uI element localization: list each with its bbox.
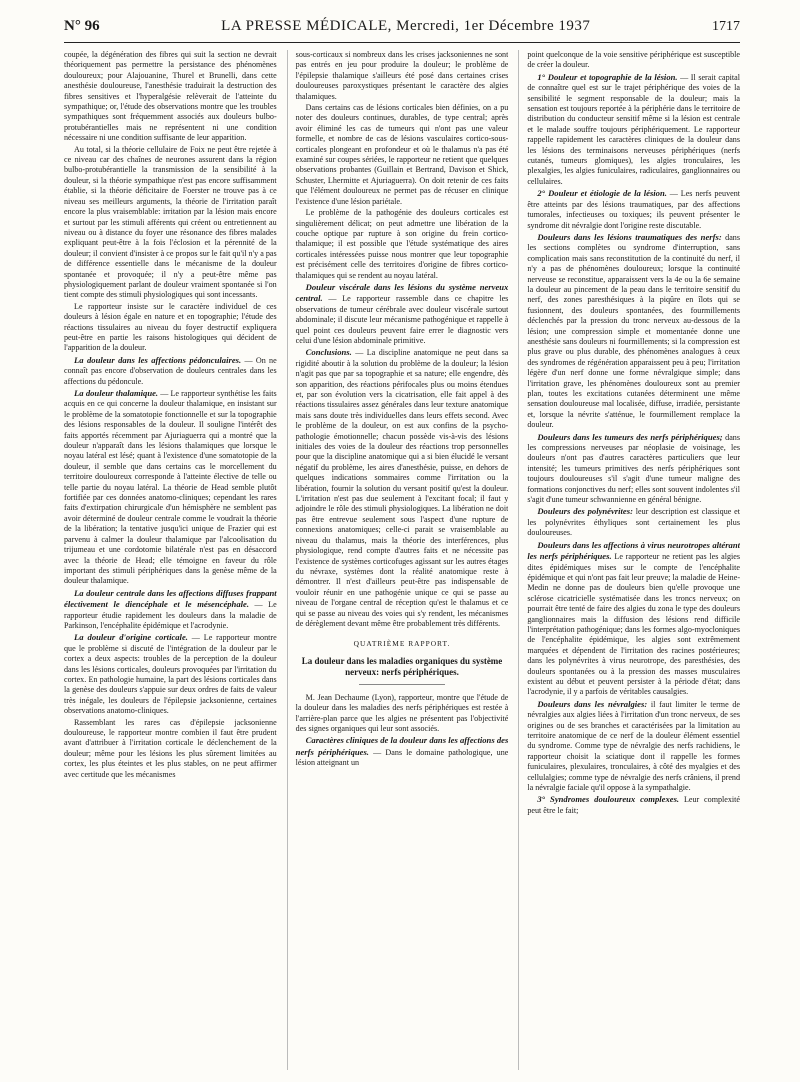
- paragraph: Le problème de la pathogénie des douleurs corticales est singulièrement délicat; on peut admettre une libération de la couche optique par rupture à son origine du frein cortico-thalamique; il est possible que l'étude systématique des aires corticales intéressées puisse nous montrer que leur topographie est précisément celle des territoires d'origine de fibres cortico-thalamiques qui se rendent au noyau latéral.: [295, 208, 509, 280]
- paragraph-text: — Le rapporteur étudie rapidement les douleurs dans la maladie de Parkinson, l'encéphalite épidémique et l'acrodynie.: [64, 600, 277, 630]
- paragraph-text: Le rapporteur ne retient pas les algies dites épidémiques mises sur le compte de l'encéphalite épidémique et qui n'ont pas fait leur preuve; la maladie de Heine-Medin ne donne pas de douleurs bien qu'elle provoque une sclérose cicatricielle systématisée dans les troncs nerveux; on pourrait être tenté de faire des algies du zona le type des douleurs ganglionnaires mais la diffusion des lésions rend difficile l'interprétation pathogénique; dans les formes algo-myocloniques de l'encéphalite épidémique, les algies sont extrêmement marquées et dépendent de l'irritation des racines postérieures; dans les polynévrites à virus neurotrope, des paresthésies, des douleurs spontanées ou à la pression des masses musculaires existent au début et peuvent persister à la période d'état; dans l'acrodynie, il y a parfois de véritables causalgies.: [527, 552, 741, 697]
- paragraph-text: — Les nerfs peuvent être atteints par des lésions traumatiques, par des affections tumorales, infectieuses ou toxiques; ils peuvent présenter le syndrome dit névralgie dont l'origine reste discutable.: [527, 189, 741, 230]
- paragraph-text: — Il serait capital de connaître quel est sur le trajet périphérique des voies de la sensibilité le segment responsable de la douleur; mais la sensation est toujours reportée à la périphérie dans le territoire de distribution du conducteur sensitif même si la lésion est centrale et le malade souffre toujours périphériquement. Le rapporteur rappelle rapidement les caractères cliniques de la douleur dans les lésions des terminaisons nerveuses périphériques (nerfs cutanés, tumeurs glomiques), les algies tronculaires, les plexalgies, les algies funiculaires, radiculaires, ganglionnaires ou cellulaires.: [527, 72, 741, 186]
- section-heading: La douleur dans les affections pédonculaires.: [74, 354, 242, 365]
- issue-date: Mercredi, 1er Décembre 1937: [396, 18, 591, 34]
- issue-number: N° 96: [64, 18, 100, 34]
- paragraph-text: — Le rapporteur rassemble dans ce chapitre les observations de tumeur cérébrale avec douleur viscérale surtout abdominale; il discute leur mécanisme pathogénique et rappelle à quel point ces douleurs peuvent faire errer le diagnostic vers celui d'une lésion abdominale primitive.: [295, 294, 509, 345]
- section-heading: Caractères cliniques de la douleur dans les affections des nerfs périphériques.: [295, 735, 509, 757]
- page-number: 1717: [711, 19, 740, 34]
- section-heading: Douleurs des polynévrites:: [537, 506, 633, 517]
- paragraph-text: — Le rapporteur montre que le problème si discuté de l'intégration de la douleur par le cortex a deux aspects: troubles de la perception de la douleur dans les lésions corticales, douleurs provoquées par l'irritation du cortex. En pathologie humaine, la part des lésions corticales dans la genèse des douleurs s'appuie sur deux ordres de faits de valeur très inégale, les douleurs de l'épilepsie jacksonienne, certaines observations anatomo-cliniques.: [64, 633, 277, 716]
- paragraph-text: — On ne connaît pas encore d'observation de douleurs centrales dans les affections du pédoncule.: [64, 355, 277, 386]
- paragraph-text: — La discipline anatomique ne peut dans sa rigidité aboutir à la solution du problème de la douleur; la lésion n'agit pas que par sa topographie et sa nature; elle engendre, dès son apparition, des réactions périfocales plus ou moins étendues et, par son évolution vers la cicatrisation, elle fait appel à des réactions tissulaires assez générales dans leur texture anatomique mais sans doute très individuelles dans leurs effets second. Avec le problème de la douleur, on est aux confins de la psycho-pathologie émotionnelle; chacun possède vis-à-vis des lésions initiales des voies de la douleur des réactions trop personnelles pour que la discipline anatomique qui a si bien élucidé le versant négatif du problème, les aires d'anesthésie, puisse, en dehors de quelques indications sommaires comme l'irritation ou la libération, fournir la solution du versant positif qu'est la douleur. L'irritation n'est pas due seulement à l'excitant focal; il faut y adjoindre le rôle des stimuli physiologiques. La libération ne doit pas être entrevue seulement sous l'aspect d'une rupture de connexions anatomiques; celle-ci parait se vraisemblable au niveau du thalamus, mais la théorie des interférences, plus physiologique, rend compte d'autres faits et ne nécessite pas l'existence de systèmes corticofuges agissant sur les autres étages du névraxe, systèmes dont la réalité anatomique reste à démontrer. Il n'est d'ailleurs peut-être pas indispensable de vouloir réunir en une pathogénie unique ce qui se passe au niveau de l'organe central de réception qu'est le thalamus et ce qui se passe au niveau des voies qui s'y rendent, les mécanismes de dérèglement devant même être probablement très différents.: [295, 348, 509, 628]
- section-heading: 2° Douleur et étiologie de la lésion.: [537, 188, 667, 199]
- paragraph: M. Jean Dechaume (Lyon), rapporteur, montre que l'étude de la douleur dans les maladies des nerfs périphériques est restée à l'arrière-plan parce que les algies ne présentent pas l'objectivité des signes organiques qui leur sont associés.: [295, 692, 509, 733]
- section-heading: Douleurs dans les névralgies:: [537, 698, 648, 709]
- report-label: QUATRIÈME RAPPORT.: [353, 639, 451, 649]
- report-heading: [296, 639, 509, 677]
- section-heading: La douleur d'origine corticale.: [74, 632, 188, 643]
- section-heading: 3° Syndromes douloureux complexes.: [537, 794, 680, 805]
- journal-title: [221, 18, 590, 35]
- page-header: [64, 18, 740, 43]
- section-heading: 1° Douleur et topographie de la lésion.: [537, 71, 678, 82]
- paragraph-text: il faut limiter le terme de névralgies aux algies liées à l'irritation d'un tronc nerveux, de ses origines ou de ses branches et caractérisées par la limitation au territoire anatomique de ce nerf de la douleur élément essentiel du syndrome. Comme type de névralgie des nerfs rachidiens, le rapporteur choisit la sciatique dont il rappelle les formes funiculaires, plexulaires, tronculaires, à côté des myalgies et des cellulalgies; comme type de névralgie des nerfs crâniens, il prend la névralgie faciale qu'il oppose à la sympathalgie.: [527, 699, 741, 793]
- report-title: La douleur dans les maladies organiques du système nerveux: nerfs périphériques.: [301, 655, 503, 677]
- column-2: [287, 50, 509, 1070]
- paragraph: Le rapporteur insiste sur le caractère individuel de ces douleurs à lésion égale en nature et en topographie; l'étude des réactions tissulaires au niveau du foyer destructif expliquera peut-être en partie les raisons histologiques qui décident de l'apparition de la douleur.: [64, 301, 277, 353]
- paragraph: Au total, si la théorie cellulaire de Foix ne peut être rejetée à ce niveau car des chaînes de neurones assurent dans la région bulbo-protubérantielle la transmission de la sensibilité à la douleur, si la théorie sympathique n'est pas encore suffisamment établie, si la théorie déficitaire de Foerster ne trouve pas à ce niveau ses meilleurs arguments, la théorie de l'irritation paraît encore la plus vraisemblable: irritation par la lésion mais encore et surtout par les stimuli afférents qui créent ou entretiennent au niveau ou à distance du foyer une résonance des fibres malades expliquant peut-être à la fois l'éclosion et la pérennité de la douleur; il convient d'insister à ce propos sur le fait qu'il n'y a pas de différence essentielle dans le mécanisme de la douleur spontanée et provoquée; il n'y a peut-être même pas physiologiquement parlant de douleur vraiment spontanée si l'on tient compte des stimuli physiologiques qui sont incessants.: [64, 144, 277, 300]
- paragraph-text: dans les sections complètes ou syndrome d'interruption, sans complication mais sans reconstitution de la continuité du nerf, il n'y a pas de phénomènes douloureux; lorsque la continuité nerveuse se reconstitue, apparaissent vers la 4e ou la 6e semaine la douleur au pincement de la peau dans le territoire sensitif du nerf, des zones paresthésiques à la piqûre en îlots qui se fusionnent, des douleurs spontanées, des fourmillements déclenchés par la pression du tronc nerveux au-dessous de la lésion; une compression simple et momentanée donne une anesthésie sans douleurs ni fourmillements; si la compression est plus grave ou plus durable, des phénomènes analogues à ceux des syndromes de régénération apparaissent peu à peu; l'irritation légère d'un nerf donne une forme névralgique simple; dans l'irritation grave, les phénomènes douloureux sont au premier plan, toutes les excitations cutanées déterminent une même sensation douloureuse mal localisée, diffuse, irradiée, persistante et, lorsque la névrite s'atténue, le fourmillement remplace la douleur.: [527, 232, 741, 430]
- column-3: [518, 50, 740, 1070]
- paragraph-text: — Dans le domaine pathologique, une lésion atteignant un: [295, 747, 509, 768]
- section-heading: La douleur thalamique.: [74, 388, 159, 398]
- paragraph: Rassemblant les rares cas d'épilepsie jacksonienne douloureuse, le rapporteur montre combien il faut être prudent avant d'attribuer à l'irritation corticale le déclenchement de la douleur; même pour les lésions les plus sûrement limitées au cortex, les plus éteintes et les plus stables, on ne peut affirmer avec certitude que les mécanismes: [64, 717, 277, 779]
- paragraph: sous-corticaux si nombreux dans les crises jacksoniennes ne sont pas entrés en jeu pour produire la douleur; le problème de l'épilepsie thalamique s'ailleurs été posé dans certaines crises douloureuses paroxystiques présentant le caractère des algies thalamiques.: [295, 50, 509, 101]
- paragraph: Dans certains cas de lésions corticales bien définies, on a pu noter des douleurs continues, durables, de type central; après avoir éliminé les cas de tumeurs qui n'ont pas une valeur formelle, et nombre de cas de lésions vasculaires cortico-sous-corticales plongeant en profondeur et où le thalamus n'a pas été examiné sur coupes sériées, le rapporteur ne retient que quelques observations probantes (Guillain et Bertrand, Davison et Shick, Schuster, Lhermitte et Ajuriaguerra). On doit retenir de ces faits que l'élément douloureux ne permet pas de récuser en clinique l'existence d'une lésion pariétale.: [295, 103, 509, 206]
- article-columns: [64, 50, 740, 1070]
- paragraph-text: — Le rapporteur synthétise les faits acquis en ce qui concerne la douleur thalamique, en insistant sur le problème de la somatotopie fonctionnelle et sur la topographie des lésions responsables de la douleur. Il souligne l'intérêt des faits apportés récemment par Ajuriaguerra qui a montré que la douleur n'apparaît dans les lésions thalamiques que lorsque le noyau latéral est lésé; quant à l'existence d'une somatotopie de la douleur, il semble que dans certains cas le morcellement du territoire douloureux corresponde à l'atteinte élective de telle ou telle partie du noyau latéral. La théorie de Head semble plutôt fortifiée par ces données anatomo-cliniques; cependant les rares faits d'extirpation chirurgicale d'un hémisphère ne semblent pas avoir déterminé de douleur centrale comme le voudrait la théorie de la libération; la tentative jusqu'ici unique de Frazier qui est parvenu à calmer la douleur thalamique par l'alcoolisation du trijumeau et une cordotomie bilatérale n'est pas en désaccord avec la théorie de Head; elle témoigne en faveur du rôle important des stimuli périphériques dans la genèse même de la douleur thalamique.: [64, 389, 277, 586]
- paragraph-text: dans les compressions nerveuses par néoplasie de voisinage, les douleurs n'ont pas d'autres caractères particuliers que leur intensité; les tumeurs primitives des nerfs périphériques sont toujours douloureuses s'il s'agit d'une tumeur maligne des formations conjonctives du nerf; elles sont souvent indolentes s'il s'agit d'une tumeur schwannienne en général bénigne.: [527, 432, 741, 505]
- paragraph-text: Leur complexité peut être le fait;: [527, 795, 741, 815]
- section-heading: Conclusions.: [305, 347, 352, 358]
- paragraph: point quelconque de la voie sensitive périphérique est susceptible de créer la douleur.: [527, 50, 741, 70]
- column-1: [64, 50, 277, 1070]
- paragraph-text: leur description est classique et les polynévrites éthyliques sont certainement les plus douloureuses.: [527, 507, 741, 538]
- section-heading: Douleur viscérale dans les lésions du système nerveux central.: [295, 281, 509, 304]
- paragraph: coupée, la dégénération des fibres qui suit la section ne devrait théoriquement pas permettre la persistance des phénomènes douloureux; pour Alajouanine, Thurel et Brunelli, dans cette anesthésie douloureuse, l'anesthésie traduirait la destruction des fibres sensitives et l'hyperalgésie relèverait de l'atteinte du sympathique; or, l'étude des observations montre que les troubles sympathiques sont fréquemment associés aux douleurs bulbo-protubérantielles mais ne représentent ni une condition nécessaire ni une condition suffisante de leur apparition.: [64, 50, 277, 143]
- section-heading: Douleurs dans les lésions traumatiques des nerfs:: [537, 231, 722, 242]
- section-heading: Douleurs dans les affections à virus neurotropes altérant les nerfs périphériques.: [527, 539, 741, 562]
- section-heading: La douleur centrale dans les affections diffuses frappant électivement le diencéphale et le mésencéphale.: [64, 587, 277, 610]
- section-heading: Douleurs dans les tumeurs des nerfs périphériques;: [537, 431, 723, 442]
- journal-name: LA PRESSE MÉDICALE,: [221, 18, 392, 34]
- divider: [359, 684, 444, 685]
